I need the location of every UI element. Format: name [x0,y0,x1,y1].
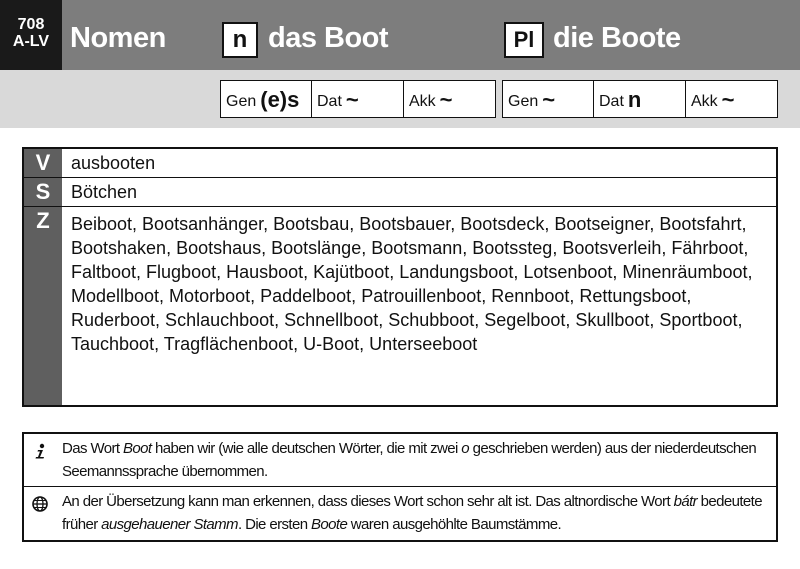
word-class-title: Nomen [70,22,166,54]
compounds-row [24,207,776,405]
noun-row [24,178,776,207]
case-label: Dat [317,93,342,110]
noun-label: S [24,178,62,206]
case-ending: ~ [439,87,453,112]
case-ending: ~ [542,87,556,112]
compounds-label: Z [24,207,62,405]
entry-level: A-LV [12,33,50,50]
entry-code [0,0,62,70]
verb-text: ausbooten [71,153,156,173]
translation-note-text: An der Übersetzung kann man erkennen, dass dieses Wort schon sehr alt ist. Das altnordische Wort bátr bedeutete früher ausgehauener Stamm. Die ersten Boote waren ausgehöhlte Baumstämme. [62,493,762,533]
case-ending: n [627,87,642,112]
globe-icon [32,496,48,512]
case-label: Gen [226,93,257,110]
word-family-table [22,147,778,407]
info-box [22,432,778,542]
plural-accusative [686,80,778,118]
singular-genitive [220,80,312,118]
case-label: Akk [691,93,718,110]
case-label: Gen [508,93,539,110]
singular-dative [312,80,404,118]
singular-accusative [404,80,496,118]
info-note-translation [24,487,776,540]
plural-marker: Pl [504,22,544,58]
case-label: Akk [409,93,436,110]
case-ending: ~ [345,87,359,112]
singular-gender-marker: n [222,22,258,58]
verb-label: V [24,149,62,177]
noun-text: Bötchen [71,182,138,202]
case-label: Dat [599,93,624,110]
case-ending: ~ [721,87,735,112]
entry-number: 708 [17,16,45,33]
origin-note-text: Das Wort Boot haben wir (wie alle deutschen Wörter, die mit zwei o geschrieben werden) aus der niederdeutschen Seemannssprache übernommen. [62,440,757,480]
plural-form: die Boote [553,22,681,54]
compounds-text: Beiboot, Bootsanhänger, Bootsbau, Bootsbauer, Bootsdeck, Bootseigner, Bootsfahrt, Bootshaken, Bootshaus, Bootslänge, Bootsmann, Bootssteg, Bootsverleih, Fährboot, Faltboot, Flugboot, Hausboot, Kajütboot, Landungsboot, Lotsenboot, Minenräumboot, Modellboot, Motorboot, Paddelboot, Patrouillenboot, Rennboot, Rettungsboot, Ruderboot, Schlauchboot, Schnellboot, Schubboot, Segelboot, Skullboot, Sportboot, Tauchboot, Tragflächenboot, U-Boot, Unterseeboot [71,214,753,354]
info-icon [32,443,48,459]
verb-row [24,149,776,178]
case-ending: (e)s [260,87,300,112]
info-note-origin [24,434,776,487]
plural-genitive [502,80,594,118]
plural-dative [594,80,686,118]
singular-form: das Boot [268,22,389,54]
